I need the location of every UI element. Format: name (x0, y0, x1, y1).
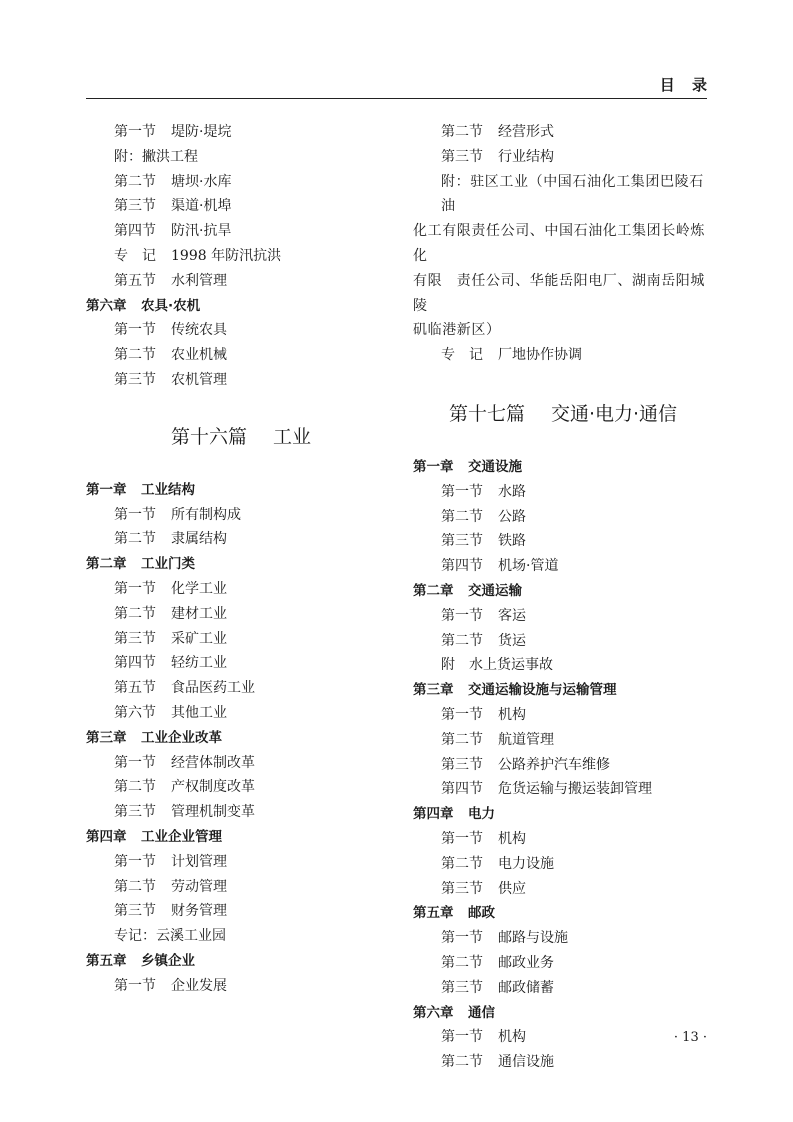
toc-section[interactable]: 第一节 邮路与设施 (441, 930, 568, 947)
toc-section[interactable]: 第一节 计划管理 (114, 853, 227, 870)
toc-section[interactable]: 第二节 邮政业务 (441, 954, 554, 971)
toc-section[interactable]: 第二节 劳动管理 (114, 878, 227, 895)
toc-section[interactable]: 第四节 危货运输与搬运装卸管理 (441, 781, 652, 798)
toc-section[interactable]: 第二节 经营形式 (441, 124, 554, 140)
toc-chapter[interactable]: 第四章 电力 (413, 806, 495, 823)
toc-section[interactable]: 第二节 货运 (441, 632, 526, 649)
toc-section[interactable]: 第三节 渠道·机埠 (114, 198, 232, 215)
toc-section[interactable]: 第一节 机构 (441, 1029, 526, 1046)
toc-part-title[interactable]: 第十七篇 交通·电力·通信 (448, 402, 678, 425)
toc-section[interactable]: 第三节 行业结构 (441, 148, 554, 165)
toc-section[interactable]: 第四节 防汛·抗旱 (114, 223, 232, 240)
toc-section[interactable]: 第四节 机场·管道 (441, 558, 559, 575)
toc-section[interactable]: 第三节 铁路 (441, 533, 526, 550)
toc-section[interactable]: 专记：云溪工业园 (114, 928, 226, 945)
toc-section[interactable]: 第二节 通信设施 (441, 1054, 554, 1071)
toc-section[interactable]: 第二节 产权制度改革 (114, 779, 255, 796)
toc-section[interactable]: 第一节 机构 (441, 706, 526, 723)
toc-section[interactable]: 第五节 食品医药工业 (114, 680, 255, 697)
toc-section[interactable]: 第三节 财务管理 (114, 903, 227, 920)
toc-section[interactable]: 第一节 化学工业 (114, 580, 227, 597)
toc-section[interactable]: 第三节 管理机制变革 (114, 804, 255, 821)
toc-section[interactable]: 附：撇洪工程 (114, 148, 198, 165)
toc-section[interactable]: 第四节 轻纺工业 (114, 655, 227, 672)
toc-section[interactable]: 第六节 其他工业 (114, 704, 227, 721)
toc-section[interactable]: 第三节 邮政储蓄 (441, 979, 554, 996)
toc-section[interactable]: 第一节 水路 (441, 483, 526, 500)
toc-section[interactable]: 第三节 公路养护汽车维修 (441, 756, 610, 773)
toc-chapter[interactable]: 第一章 交通设施 (413, 458, 522, 475)
toc-section[interactable]: 第一节 堤防·堤垸 (114, 124, 232, 140)
toc-section[interactable]: 第二节 公路 (441, 508, 526, 525)
toc-section[interactable]: 第一节 机构 (441, 830, 526, 847)
toc-section[interactable]: 第一节 经营体制改革 (114, 754, 255, 771)
toc-section[interactable]: 专 记 厂地协作协调 (441, 347, 582, 364)
toc-section[interactable]: 第一节 企业发展 (114, 977, 227, 994)
toc-chapter[interactable]: 第一章 工业结构 (86, 481, 195, 498)
toc-section[interactable]: 第二节 隶属结构 (114, 531, 227, 548)
page-header-title: 目 录 (659, 76, 713, 94)
toc-section[interactable]: 第一节 客运 (441, 607, 526, 624)
toc-section[interactable]: 附 水上货运事故 (441, 657, 553, 674)
toc-section[interactable]: 第三节 供应 (441, 880, 526, 897)
toc-section[interactable]: 专 记 1998 年防汛抗洪 (114, 247, 282, 264)
header-rule (86, 98, 707, 99)
toc-chapter[interactable]: 第五章 邮政 (413, 905, 495, 922)
toc-chapter[interactable]: 第二章 交通运输 (413, 582, 522, 599)
toc-section[interactable]: 第一节 所有制构成 (114, 506, 241, 523)
toc-section[interactable]: 第三节 农机管理 (114, 371, 227, 388)
toc-section[interactable]: 第五节 水利管理 (114, 272, 227, 289)
toc-section[interactable]: 第二节 建材工业 (114, 605, 227, 622)
toc-chapter[interactable]: 第三章 交通运输设施与运输管理 (413, 682, 617, 699)
toc-section[interactable]: 第一节 传统农具 (114, 322, 227, 339)
toc-chapter[interactable]: 第四章 工业企业管理 (86, 828, 222, 845)
toc-chapter[interactable]: 第六章 农具·农机 (86, 297, 201, 314)
toc-chapter[interactable]: 第五章 乡镇企业 (86, 952, 195, 969)
page-number: · 13 · (673, 1030, 707, 1045)
toc-appendix-entry[interactable]: 附：驻区工业（中国石油化工集团巴陵石油 化工有限责任公司、中国石油化工集团长岭炼化 有限 责任公司、华能岳阳电厂、湖南岳阳城陵 矶临港新区） (413, 173, 705, 339)
toc-chapter[interactable]: 第二章 工业门类 (86, 556, 195, 573)
toc-section[interactable]: 第二节 塘坝·水库 (114, 173, 232, 190)
toc-chapter[interactable]: 第六章 通信 (413, 1004, 495, 1021)
toc-section[interactable]: 第二节 电力设施 (441, 855, 554, 872)
toc-left-column (86, 120, 396, 999)
toc-right-column (413, 120, 713, 1075)
toc-part-title[interactable]: 第十六篇 工业 (170, 425, 312, 448)
toc-section[interactable]: 第二节 航道管理 (441, 731, 554, 748)
toc-chapter[interactable]: 第三章 工业企业改革 (86, 729, 222, 746)
toc-section[interactable]: 第三节 采矿工业 (114, 630, 227, 647)
toc-section[interactable]: 第二节 农业机械 (114, 347, 227, 364)
